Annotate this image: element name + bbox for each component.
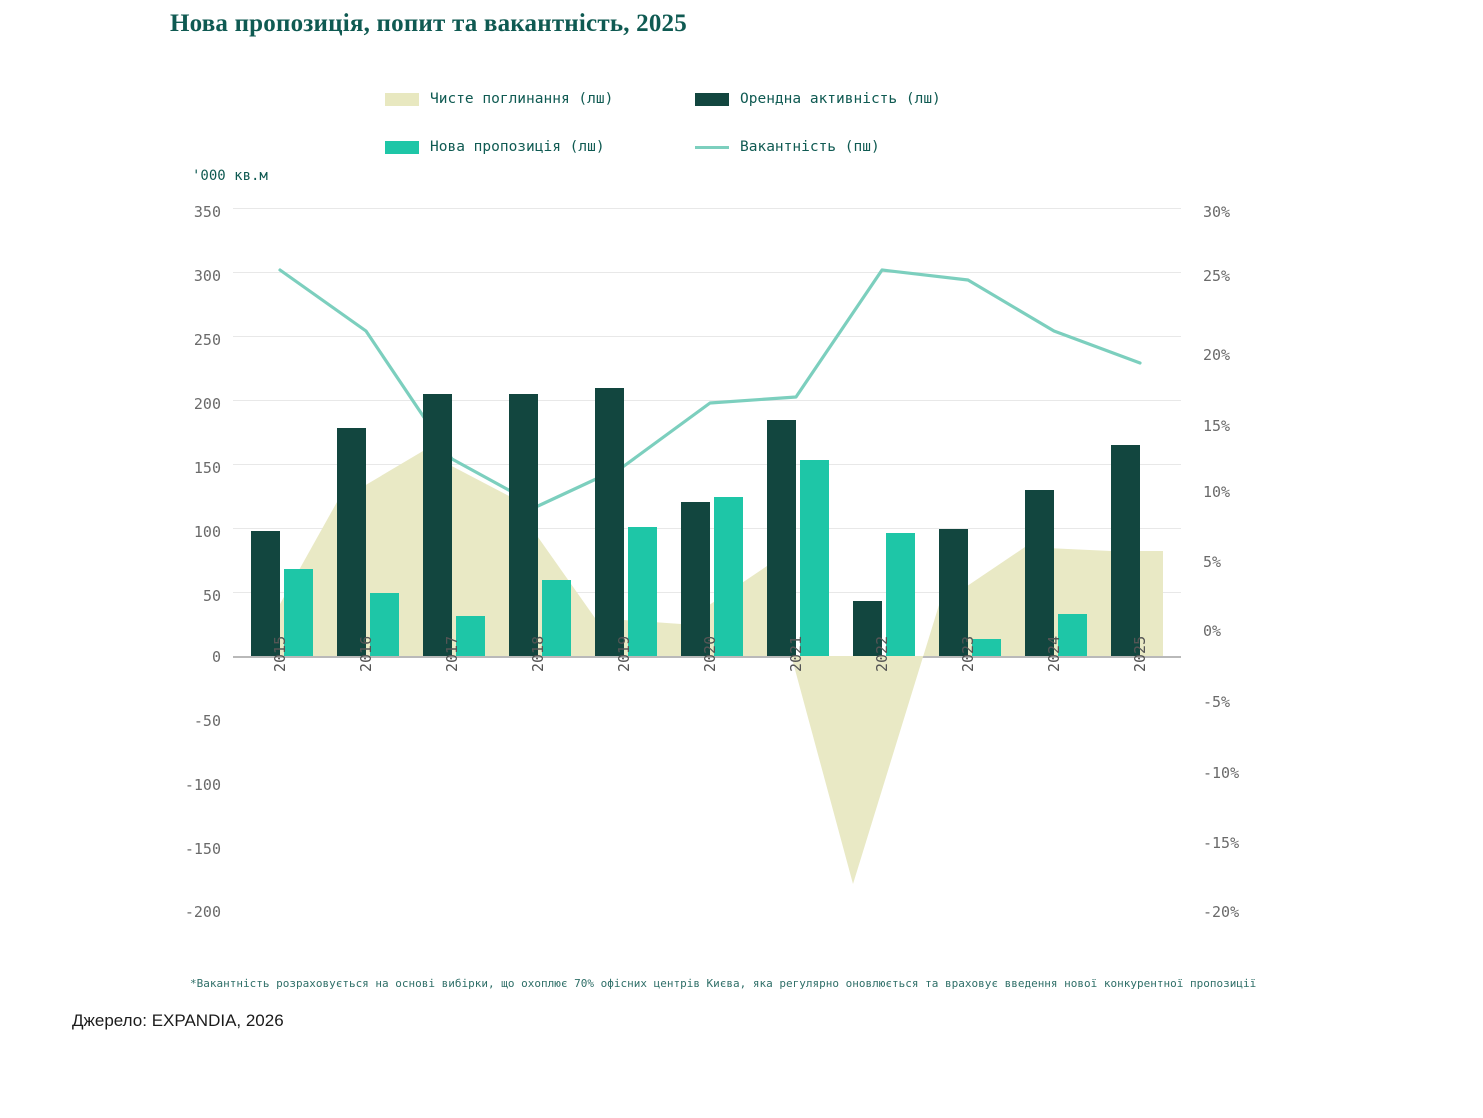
bar-leasing-2017 [423, 394, 452, 656]
y-tick-left-2: 250 [193, 331, 221, 349]
x-tick-2019: 2019 [615, 635, 633, 672]
x-tick-2025: 2025 [1131, 635, 1149, 672]
y-tick-right-0: 30% [1203, 203, 1231, 221]
bar-leasing-2021 [767, 420, 796, 656]
bar-leasing-2019 [595, 388, 624, 656]
y-tick-right-2: 20% [1203, 346, 1231, 364]
x-tick-2015: 2015 [271, 635, 289, 672]
bar-supply-2020 [714, 497, 743, 656]
y-tick-right-4: 10% [1203, 483, 1231, 501]
x-tick-2023: 2023 [959, 635, 977, 672]
bar-leasing-2016 [337, 428, 366, 656]
x-tick-2021: 2021 [787, 635, 805, 672]
legend-label-new-supply: Нова пропозиція (лш) [430, 139, 605, 155]
y-tick-left-10: -150 [184, 840, 221, 858]
page-title: Нова пропозиція, попит та вакантність, 2025 [170, 10, 687, 37]
y-tick-right-5: 5% [1203, 553, 1222, 571]
y-tick-right-10: -20% [1203, 903, 1240, 921]
y-tick-right-9: -15% [1203, 834, 1240, 852]
y-tick-right-1: 25% [1203, 267, 1231, 285]
bar-leasing-2020 [681, 502, 710, 656]
bar-leasing-2018 [509, 394, 538, 656]
legend-label-leasing-activity: Орендна активність (лш) [740, 91, 941, 107]
y-tick-left-1: 300 [193, 267, 221, 285]
plot-area [233, 208, 1181, 672]
chart-footnote: *Вакантність розраховується на основі вибірки, що охоплює 70% офісних центрів Києва, яка регулярно оновлюється та враховує введення нової конкурентної пропозиції [190, 977, 1257, 990]
bar-leasing-2024 [1025, 490, 1054, 656]
x-tick-2016: 2016 [357, 635, 375, 672]
bar-supply-2021 [800, 460, 829, 656]
bar-leasing-2025 [1111, 445, 1140, 656]
y-axis-unit-label: '000 кв.м [192, 168, 268, 184]
legend-label-net-absorption: Чисте поглинання (лш) [430, 91, 614, 107]
y-tick-left-0: 350 [193, 203, 221, 221]
y-tick-right-3: 15% [1203, 417, 1231, 435]
y-tick-left-5: 100 [193, 523, 221, 541]
chart-source: Джерело: EXPANDIA, 2026 [72, 1011, 284, 1030]
y-tick-left-11: -200 [184, 903, 221, 921]
legend-label-vacancy: Вакантність (пш) [740, 139, 880, 155]
y-tick-right-7: -5% [1203, 693, 1231, 711]
x-tick-2022: 2022 [873, 635, 891, 672]
y-tick-left-3: 200 [193, 395, 221, 413]
x-tick-2018: 2018 [529, 635, 547, 672]
y-tick-left-7: 0 [211, 648, 221, 666]
y-tick-left-8: -50 [193, 712, 221, 730]
y-tick-right-6: 0% [1203, 622, 1222, 640]
y-tick-right-8: -10% [1203, 764, 1240, 782]
y-tick-left-4: 150 [193, 459, 221, 477]
y-tick-left-9: -100 [184, 776, 221, 794]
x-tick-2020: 2020 [701, 635, 719, 672]
x-tick-2024: 2024 [1045, 635, 1063, 672]
x-tick-2017: 2017 [443, 635, 461, 672]
y-tick-left-6: 50 [202, 587, 221, 605]
